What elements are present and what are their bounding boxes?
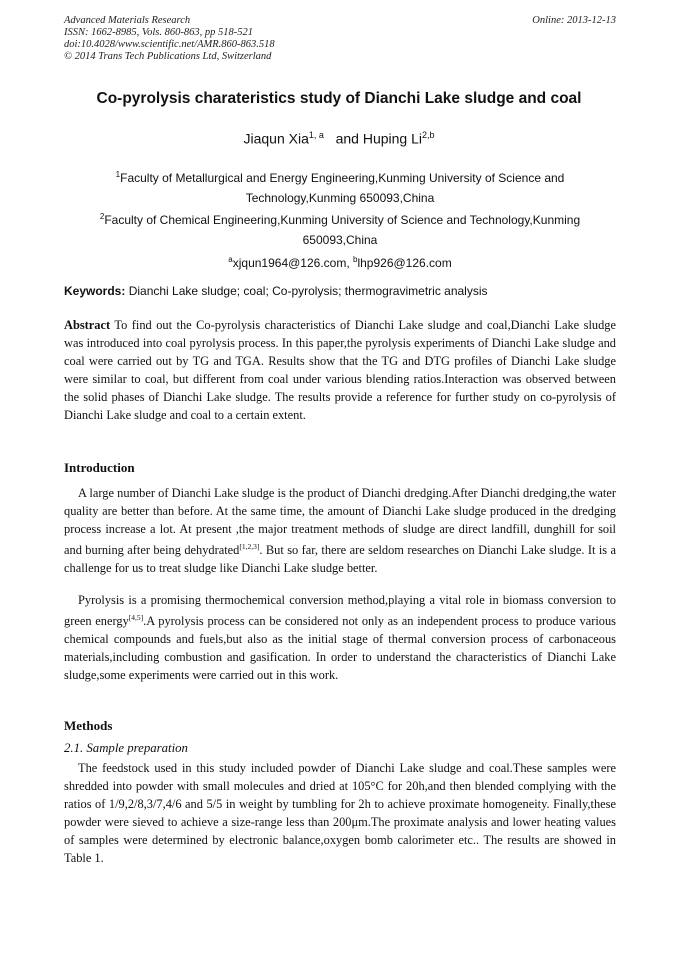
- intro-p1-text-a: A large number of Dianchi Lake sludge is the product of Dianchi dredging.After Dianchi dredging,the water quality are better than before. At the same time, the amount of Dianchi Lake sludge produced in the dredging process increase a lot. At present ,the major treatment methods of sludge are direct landfill, dunghill for soil and burning after being dehydrated: [64, 486, 616, 558]
- author-and: and: [335, 130, 359, 147]
- intro-paragraph-2: [64, 591, 616, 684]
- keywords: [64, 284, 616, 298]
- issn-line: ISSN: 1662-8985, Vols. 860-863, pp 518-521: [64, 27, 253, 38]
- doi-line: doi:10.4028/www.scientific.net/AMR.860-863.518: [64, 39, 275, 50]
- author-2-name: Huping Li: [362, 130, 422, 147]
- intro-p1-ref: [1,2,3]: [239, 542, 260, 551]
- abstract: [64, 316, 616, 424]
- introduction-heading: Introduction: [64, 460, 135, 475]
- affiliation-2: [64, 207, 616, 250]
- intro-p2-text-a: Pyrolysis is a promising thermochemical conversion method,playing a vital role in biomass conversion to green energy: [64, 593, 616, 629]
- author-1-sup: 1, a: [308, 130, 324, 140]
- methods-heading: Methods: [64, 718, 113, 733]
- affiliation-2-sup: 2: [99, 212, 105, 221]
- online-date: Online: 2013-12-13: [532, 15, 616, 26]
- keywords-label: Keywords:: [64, 284, 126, 298]
- abstract-label: Abstract: [64, 318, 111, 332]
- author-1-name: Jiaqun Xia: [243, 130, 309, 147]
- author-line: [0, 130, 678, 147]
- methods-paragraph-1: The feedstock used in this study included powder of Dianchi Lake sludge and coal.These samples were shredded into powder with small molecules and dried at 105°C for 20h,and then blended complying with the ratios of 1/9,2/8,3/7,4/6 and 5/5 in weight by tumbling for 2h to achieve proximate homogeneity. Finally,these powder were sieved to achieve a size-range less than 200μm.The proximate analysis and lower heating values of samples were determined by electronic balance,oxygen bomb calorimeter etc.. The results are showed in Table 1.: [64, 761, 616, 865]
- intro-p2-ref: [4,5]: [128, 613, 144, 622]
- email-a: xjqun1964@126.com,: [232, 256, 353, 270]
- email-b: lhp926@126.com: [357, 256, 452, 270]
- journal-name: Advanced Materials Research: [64, 15, 191, 26]
- keywords-text: Dianchi Lake sludge; coal; Co-pyrolysis; thermogravimetric analysis: [125, 284, 488, 298]
- email-b-sup: b: [353, 255, 358, 264]
- intro-paragraph-1: [64, 484, 616, 577]
- paper-title: Co-pyrolysis charateristics study of Dianchi Lake sludge and coal: [96, 90, 582, 107]
- intro-p2-text-b: .A pyrolysis process can be considered not only as an independent process to produce various chemical compounds and fuels,but also as the initial stage of thermal conversion process of carbonaceous materials,including combustion and gasification. In order to understand the characteristics of Dianchi Lake sludge,some experiments were carried out in this work.: [64, 614, 617, 683]
- affiliation-1-text: Faculty of Metallurgical and Energy Engineering,Kunming University of Science and Technology,Kunming 650093,China: [120, 171, 565, 205]
- abstract-text: To find out the Co-pyrolysis characteristics of Dianchi Lake sludge and coal,Dianchi Lake sludge was introduced into coal pyrolysis process. In this paper,the pyrolysis experiments of Dianchi Lake sludge and coal were carried out by TG and TGA. Results show that the TG and DTG profiles of Dianchi Lake sludge were similar to coal, but different from coal under various blending ratios.Interaction was observed between the solid phases of Dianchi Lake sludge. The results provide a reference for further study on co-pyrolysis of Dianchi Lake sludge and coal to a certain extent.: [64, 318, 616, 422]
- email-line: [64, 250, 616, 273]
- sample-preparation-heading: 2.1. Sample preparation: [64, 741, 188, 755]
- copyright-line: © 2014 Trans Tech Publications Ltd, Switzerland: [64, 51, 272, 62]
- intro-p1-text-b: . But so far, there are seldom researches on Dianchi Lake sludge. It is a challenge for us to treat sludge like Dianchi Lake sludge better.: [64, 543, 616, 576]
- author-2-sup: 2,b: [421, 130, 435, 140]
- journal-header: [64, 15, 275, 63]
- email-a-sup: a: [228, 255, 233, 264]
- affiliation-1-sup: 1: [115, 170, 121, 179]
- affiliation-1: [64, 165, 616, 208]
- affiliation-2-text: Faculty of Chemical Engineering,Kunming University of Science and Technology,Kunming 650093,China: [104, 213, 581, 247]
